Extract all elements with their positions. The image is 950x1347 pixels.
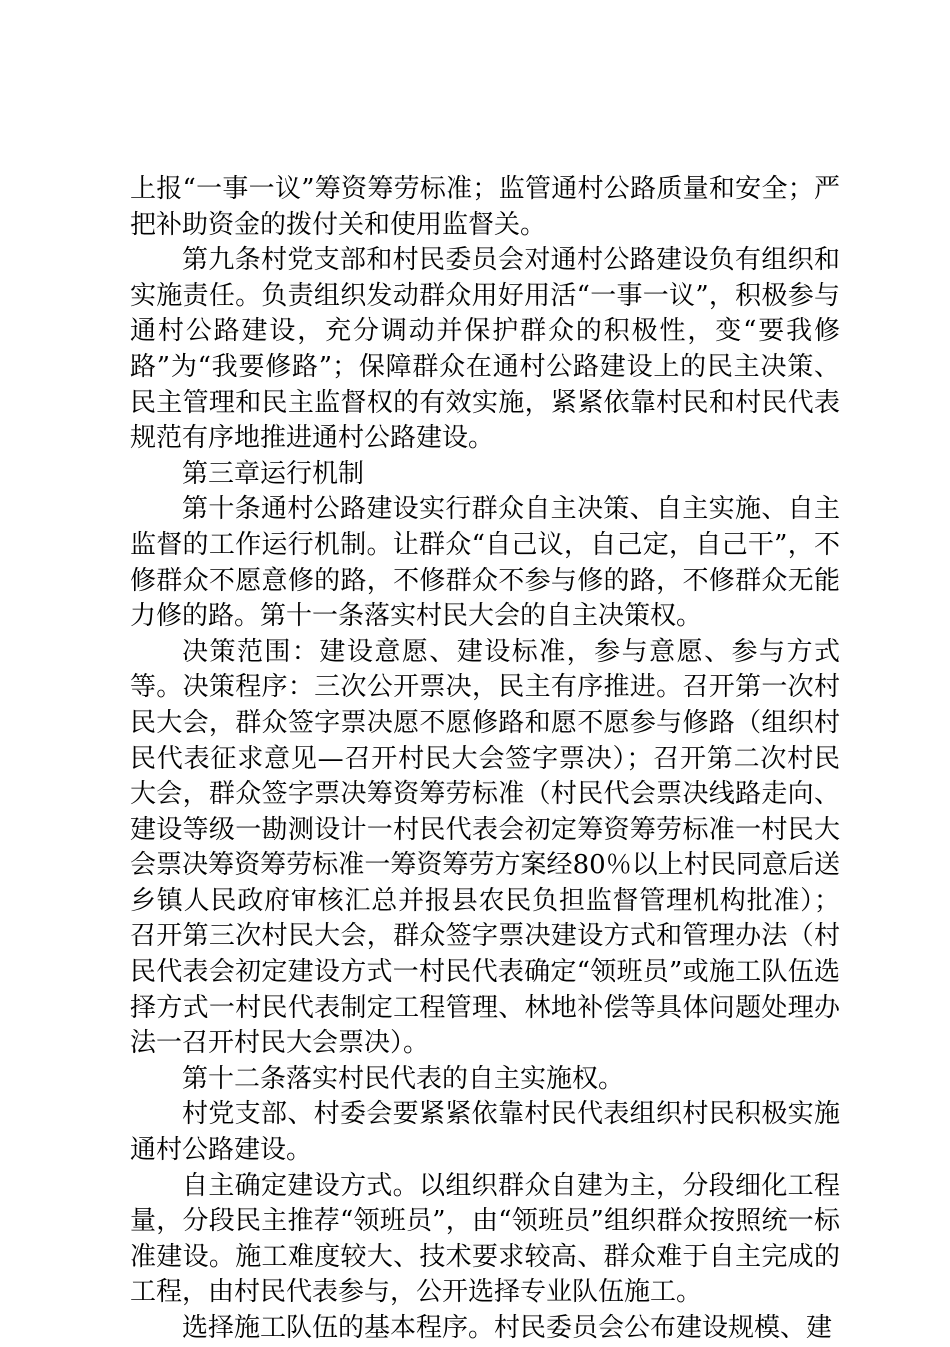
document-body [130,172,840,1347]
paragraph-construction-mode: 自主确定建设方式。以组织群众自建为主，分段细化工程量，分段民主推荐“领班员”，由“领班员”组织群众按照统一标准建设。施工难度较大、技术要求较高、群众难于自主完成的工程，由村民代表参与，公开选择专业队伍施工。 [130,1170,840,1308]
paragraph-party-branch: 村党支部、村委会要紧紧依靠村民代表组织村民积极实施通村公路建设。 [130,1099,840,1166]
paragraph-article-12: 第十二条落实村民代表的自主实施权。 [182,1063,625,1094]
paragraph-continuation: 上报“一事一议”筹资筹劳标准；监管通村公路质量和安全；严把补助资金的拨付关和使用监督关。 [130,174,840,240]
paragraph-article-9: 第九条村党支部和村民委员会对通村公路建设负有组织和实施责任。负责组织发动群众用好用活“一事一议”，积极参与通村公路建设，充分调动并保护群众的积极性，变“要我修路”为“我要修路”；保障群众在通村公路建设上的民主决策、民主管理和民主监督权的有效实施，紧紧依靠村民和村民代表规范有序地推进通村公路建设。 [130,245,840,454]
chapter-heading: 第三章运行机制 [182,458,365,489]
paragraph-decision-scope: 决策范围：建设意愿、建设标准，参与意愿、参与方式等。决策程序：三次公开票决，民主有序推进。召开第一次村民大会，群众签字票决愿不愿修路和愿不愿参与修路（组织村民代表征求意见—召开村民大会签字票决）；召开第二次村民大会，群众签字票决筹资筹劳标准（村民代会票决线路走向、建设等级一勘测设计一村民代表会初定筹资筹劳标准一村民大会票决筹资筹劳标准一筹资筹劳方案经80％以上村民同意后送乡镇人民政府审核汇总并报县农民负担监督管理机构批准）；召开第三次村民大会，群众签字票决建设方式和管理办法（村民代表会初定建设方式一村民代表确定“领班员”或施工队伍选择方式一村民代表制定工程管理、林地补偿等具体问题处理办法一召开村民大会票决）。 [130,636,840,1059]
paragraph-article-10: 第十条通村公路建设实行群众自主决策、自主实施、自主监督的工作运行机制。让群众“自己议，自己定，自己干”，不修群众不愿意修的路，不修群众不参与修的路，不修群众无能力修的路。第十一条落实村民大会的自主决策权。 [130,494,840,632]
paragraph-team-selection: 选择施工队伍的基本程序。村民委员会公布建设规模、建 [182,1313,833,1343]
